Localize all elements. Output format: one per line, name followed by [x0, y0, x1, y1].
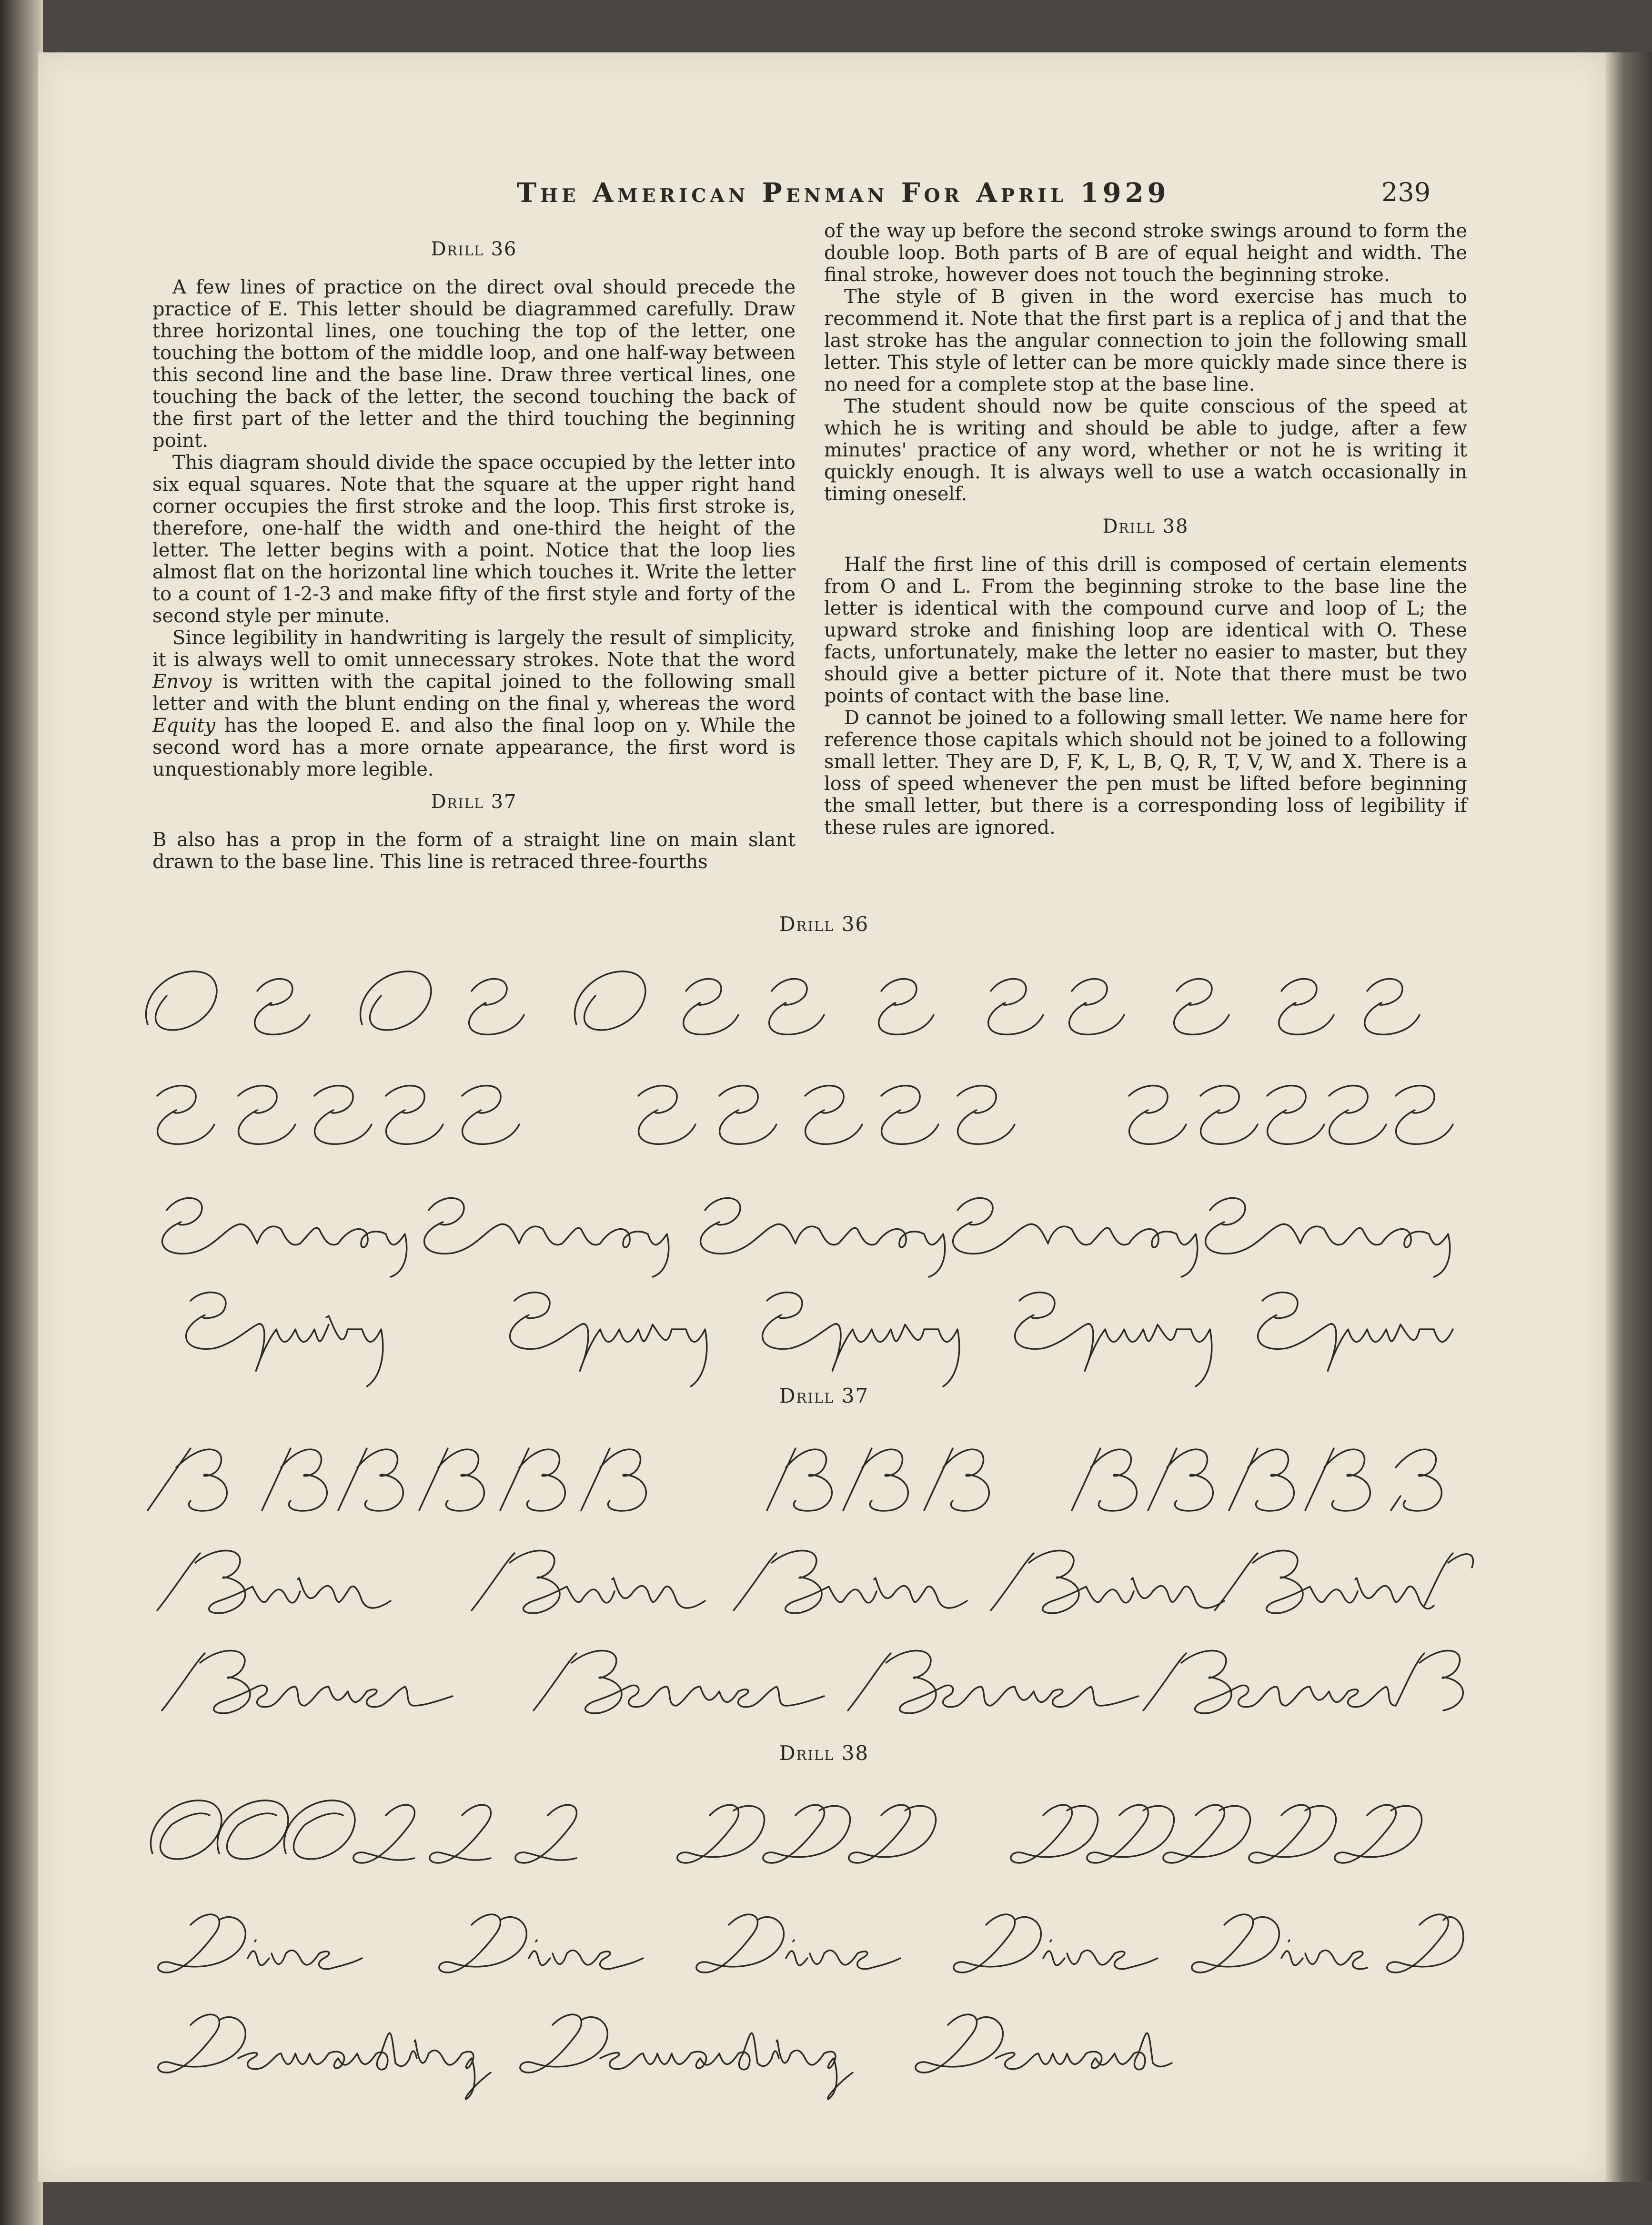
running-head: The American Penman For April 1929: [516, 177, 1170, 209]
script-row-brim: [138, 1529, 1472, 1625]
script-row-dine: [138, 1891, 1472, 1987]
text-run: has the looped E. and also the final loop on y. While the second word has a more ornate appearance, the first word is unquestionably more legible.: [152, 715, 796, 780]
binding-shadow: [0, 0, 43, 2225]
script-row-beaver: [138, 1629, 1472, 1725]
drill-36-heading: Drill 36: [431, 238, 517, 260]
script-row-o-l-d: [138, 1782, 1472, 1877]
drill-37-exercise-label: Drill 37: [779, 1384, 869, 1407]
paragraph: The style of B given in the word exercise has much to recommend it. Note that the first part is a replica of j and that the last stroke has the angular connection to join the following small letter. This style of letter can be more quickly made since there is no need for a complete stop at the base line.: [824, 286, 1467, 395]
drill-36-exercise-label: Drill 36: [779, 912, 869, 936]
italic-word: Envoy: [152, 671, 212, 693]
paragraph: of the way up before the second stroke swings around to form the double loop. Both parts of B are of equal height and width. The final stroke, however does not touch the beginning stroke.: [824, 220, 1467, 286]
paragraph: [152, 627, 796, 780]
page-edge: [1605, 52, 1652, 2182]
paragraph: The student should now be quite conscious of the speed at which he is writing and should be able to judge, after a few minutes' practice of any word, whether or not he is writing it quickly enough. It is always well to use a watch occasionally in timing oneself.: [824, 395, 1467, 505]
paragraph: Half the first line of this drill is composed of certain elements from O and L. From the beginning stroke to the base line the letter is identical with the compound curve and loop of L; the upward stroke and finishing loop are identical with O. These facts, unfortunately, make the letter no easier to master, but they should give a better picture of it. Note that there must be two points of contact with the base line.: [824, 554, 1467, 707]
script-row-capital-b: [138, 1425, 1472, 1525]
drill-37-heading: Drill 37: [431, 791, 517, 813]
left-column: [152, 238, 796, 873]
text-run: is written with the capital joined to the following small letter and with the blunt ending on the final y, whereas the word: [152, 671, 796, 715]
text-run: Since legibility in handwriting is largely the result of simplicity, it is always well to omit unnecessary strokes. Note that the word: [152, 627, 796, 671]
script-row-envoy: [138, 1163, 1472, 1272]
paragraph: This diagram should divide the space occupied by the letter into six equal squares. Note that the square at the upper right hand corner occupies the first stroke and the loop. This first stroke is, therefore, one-half the width and one-third the height of the letter. The letter begins with a point. Notice that the loop lies almost flat on the horizontal line which touches it. Write the letter to a count of 1-2-3 and make fifty of the first style and forty of the second style per minute.: [152, 452, 796, 627]
paragraph: B also has a prop in the form of a straight line on main slant drawn to the base line. This line is retraced three-fourths: [152, 829, 796, 873]
script-row-ovals-e: [138, 953, 1472, 1048]
drill-38-heading: Drill 38: [1102, 516, 1189, 537]
paragraph: A few lines of practice on the direct oval should precede the practice of E. This letter should be diagrammed carefully. Draw three horizontal lines, one touching the top of the letter, one touching the bottom of the middle loop, and one half-way between this second line and the base line. Draw three vertical lines, one touching the back of the letter, the second touching the back of the first part of the letter and the third touching the beginning point.: [152, 276, 796, 452]
page-number: 239: [1381, 177, 1431, 207]
paragraph: D cannot be joined to a following small letter. We name here for reference those capitals which should not be joined to a following small letter. They are D, F, K, L, B, Q, R, T, V, W, and X. There is a loss of speed whenever the pen must be lifted before beginning the small letter, but there is a corresponding loss of legibility if these rules are ignored.: [824, 707, 1467, 839]
script-row-looped-e: [138, 1062, 1472, 1158]
script-row-equity: [138, 1267, 1472, 1391]
script-row-demanding: [138, 1992, 1472, 2101]
right-column: [824, 220, 1467, 839]
drill-38-exercise-label: Drill 38: [779, 1741, 869, 1765]
italic-word: Equity: [152, 715, 216, 737]
